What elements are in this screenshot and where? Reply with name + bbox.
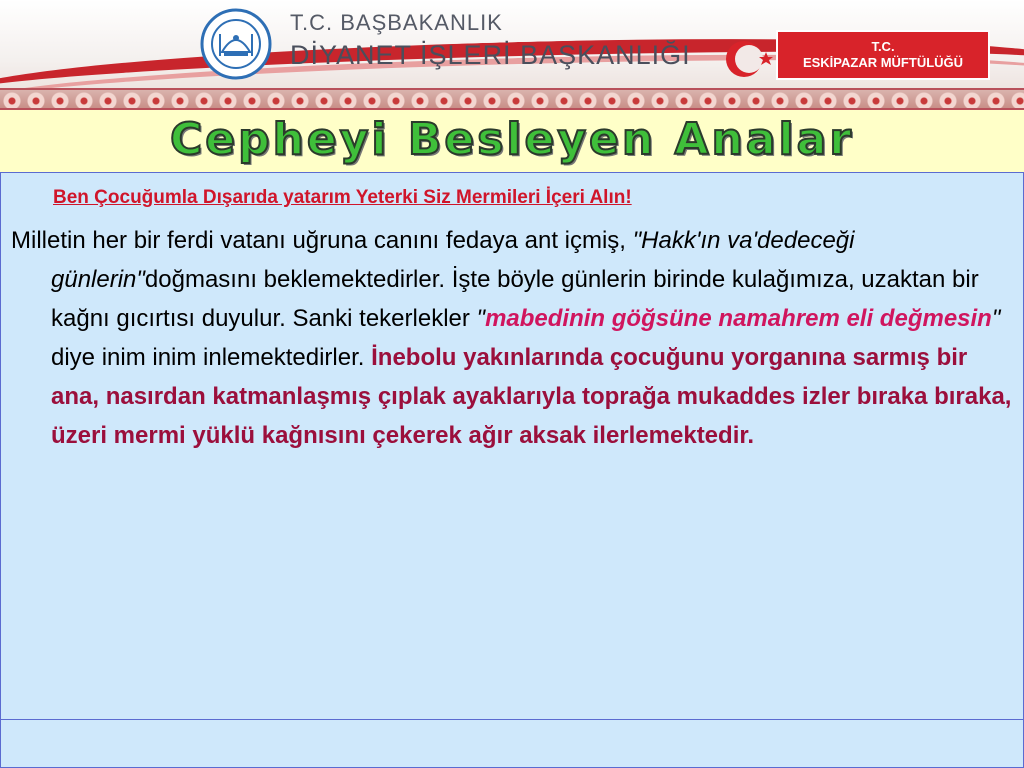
header-banner bbox=[0, 0, 1024, 110]
body-paragraph bbox=[11, 221, 1019, 455]
body-quote-open: " bbox=[476, 305, 486, 332]
brand-line-main: DİYANET İŞLERİ BAŞKANLIĞI bbox=[290, 40, 691, 70]
body-emphasis-mabed: mabedinin göğsüne namahrem eli değmesin bbox=[485, 305, 992, 332]
title-band bbox=[0, 110, 1024, 172]
body-part-3: doğmasını beklemektedirler. İşte böyle günlerin birinde kulağımıza, uzaktan bir kağnı gıcırtısı duyulur. Sanki tekerlekler bbox=[51, 266, 979, 332]
diyanet-seal-icon bbox=[200, 8, 272, 80]
mufti-line-2: ESKİPAZAR MÜFTÜLÜĞÜ bbox=[802, 55, 964, 70]
body-part-1: Milletin her bir ferdi vatanı uğruna canını fedaya ant içmiş, bbox=[11, 227, 633, 254]
crescent-star-icon bbox=[722, 34, 782, 84]
slide-title: Cepheyi Besleyen Analar bbox=[169, 114, 855, 165]
brand-line-top: T.C. BAŞBAKANLIK bbox=[290, 10, 503, 35]
body-part-5: diye inim inim inlemektedirler. bbox=[51, 344, 372, 371]
body-quote-close: " bbox=[991, 305, 1001, 332]
footer-band bbox=[0, 720, 1024, 768]
body-quote-hakk: "Hakk'ın va'dedeceği günlerin" bbox=[51, 227, 855, 293]
slide-subtitle: Ben Çocuğumla Dışarıda yatarım Yeterki Siz Mermileri İçeri Alın! bbox=[53, 187, 632, 208]
mufti-label-box bbox=[776, 30, 990, 80]
ornament-border bbox=[0, 88, 1024, 110]
body-inebolu-passage: İnebolu yakınlarında çocuğunu yorganına sarmış bir ana, nasırdan katmanlaşmış çıplak ayaklarıyla toprağa mukaddes izler bıraka bıraka, üzeri mermi yüklü kağnısını çekerek ağır aksak ilerlemektedir. bbox=[51, 344, 1012, 449]
mufti-line-1: T.C. bbox=[871, 39, 895, 54]
content-area bbox=[0, 172, 1024, 720]
